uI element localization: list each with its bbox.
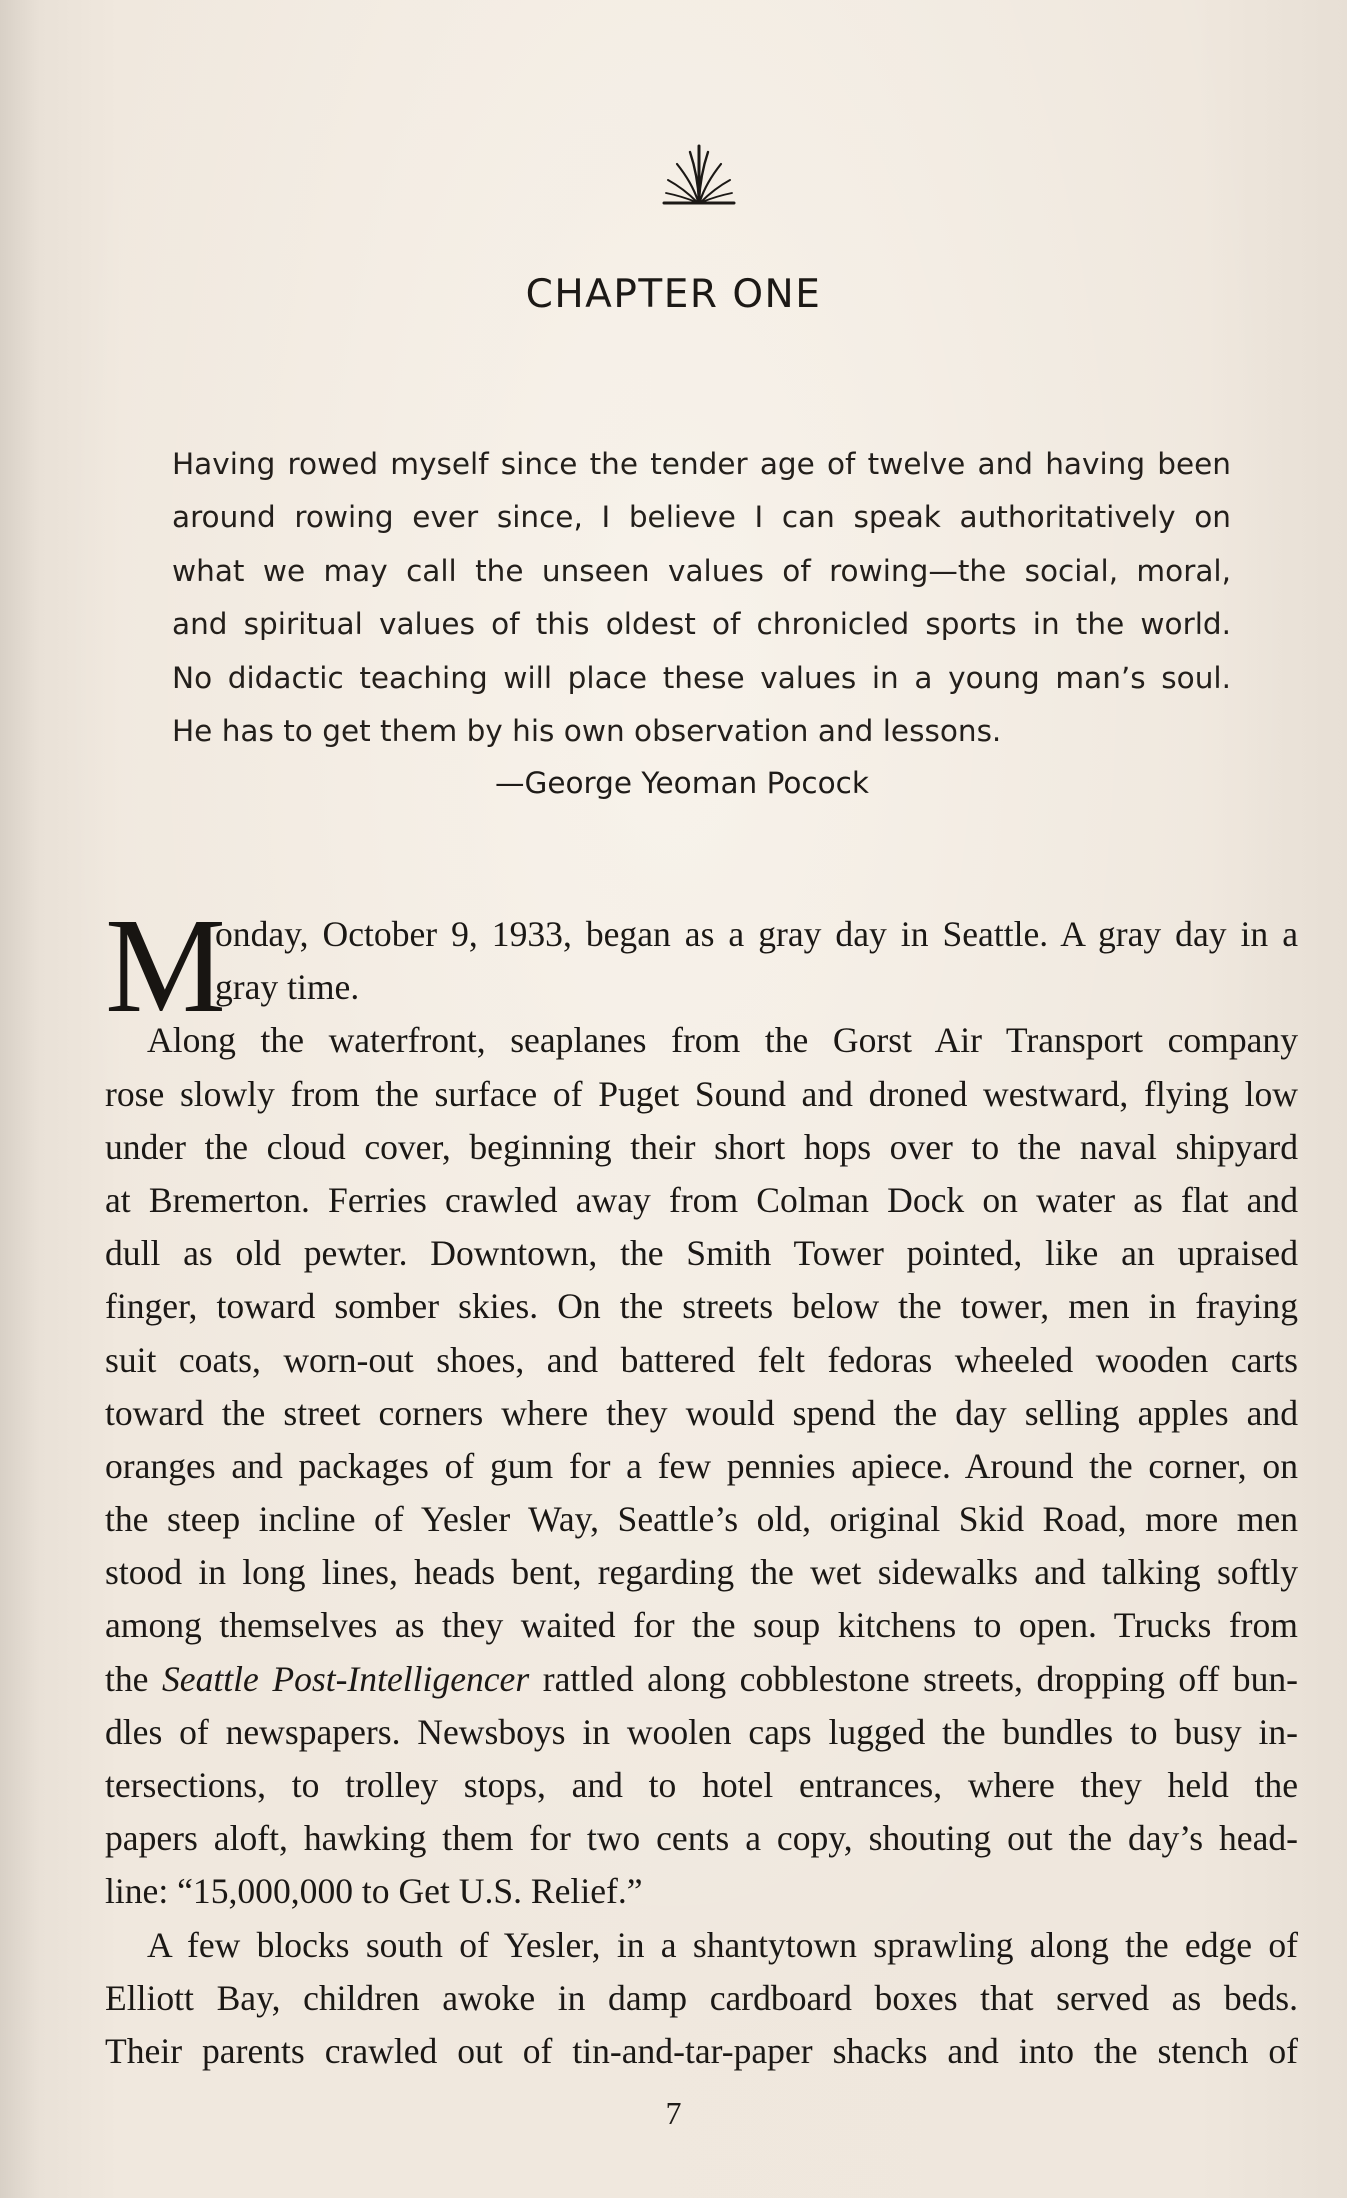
body-line: papers aloft, hawking them for two cents a copy, shouting out the day’s head- [105, 1818, 1298, 1859]
chapter-title: CHAPTER ONE [525, 272, 822, 317]
body-line: finger, toward somber skies. On the streets below the tower, men in fraying [105, 1286, 1298, 1327]
epigraph-line: and spiritual values of this oldest of chronicled sports in the world. [172, 607, 1231, 642]
epigraph-line: around rowing ever since, I believe I can speak authoritatively on [172, 500, 1231, 535]
body-line: under the cloud cover, beginning their short hops over to the naval shipyard [105, 1126, 1298, 1167]
body-line: rose slowly from the surface of Puget Sound and droned westward, flying low [105, 1073, 1298, 1114]
epigraph-line: No didactic teaching will place these values in a young man’s soul. [172, 660, 1231, 695]
epigraph-line: He has to get them by his own observation and lessons. [172, 714, 1002, 749]
body-line: among themselves as they waited for the soup kitchens to open. Trucks from [105, 1605, 1298, 1646]
body-line: dull as old pewter. Downtown, the Smith Tower pointed, like an upraised [105, 1233, 1298, 1274]
paragraph [105, 1919, 1298, 2079]
body-line: Elliott Bay, children awoke in damp cardboard boxes that served as beds. [105, 1977, 1298, 2018]
body-line: gray time. [215, 967, 360, 1008]
body-line [105, 1653, 1298, 1706]
epigraph [172, 438, 1231, 758]
body-line: A few blocks south of Yesler, in a shantytown sprawling along the edge of [147, 1924, 1298, 1965]
chapter-body [105, 891, 1299, 2078]
body-text-run: the [105, 1658, 149, 1699]
body-line: stood in long lines, heads bent, regarding the wet sidewalks and talking softly [105, 1552, 1298, 1593]
body-line: tersections, to trolley stops, and to hotel entrances, where they held the [105, 1765, 1298, 1805]
paragraph [105, 1014, 1298, 1918]
newspaper-title: Seattle Post-Intelligencer [162, 1658, 530, 1699]
drop-cap: M [105, 891, 226, 1041]
page-number: 7 [665, 2095, 682, 2131]
body-line: the steep incline of Yesler Way, Seattle’s old, original Skid Road, more men [105, 1499, 1298, 1540]
body-line: toward the street corners where they would spend the day selling apples and [105, 1392, 1298, 1433]
fan-flourish-icon [660, 140, 738, 208]
body-line: dles of newspapers. Newsboys in woolen caps lugged the bundles to busy in- [105, 1711, 1298, 1752]
epigraph-line: Having rowed myself since the tender age of twelve and having been [172, 447, 1231, 481]
body-text-run: rattled along cobblestone streets, dropping off bun- [542, 1658, 1299, 1699]
epigraph-line: what we may call the unseen values of rowing—the social, moral, [172, 553, 1231, 588]
body-line: at Bremerton. Ferries crawled away from Colman Dock on water as flat and [105, 1179, 1298, 1220]
body-line: Along the waterfront, seaplanes from the Gorst Air Transport company [147, 1020, 1298, 1061]
body-line: oranges and packages of gum for a few pennies apiece. Around the corner, on [105, 1445, 1298, 1486]
body-line: Their parents crawled out of tin-and-tar-paper shacks and into the stench of [105, 2030, 1298, 2071]
body-line: suit coats, worn-out shoes, and battered felt fedoras wheeled wooden carts [105, 1339, 1298, 1380]
epigraph-attribution: —George Yeoman Pocock [495, 766, 869, 800]
body-line: line: “15,000,000 to Get U.S. Relief.” [105, 1871, 643, 1912]
body-line: onday, October 9, 1933, began as a gray day in Seattle. A gray day in a [215, 914, 1298, 954]
